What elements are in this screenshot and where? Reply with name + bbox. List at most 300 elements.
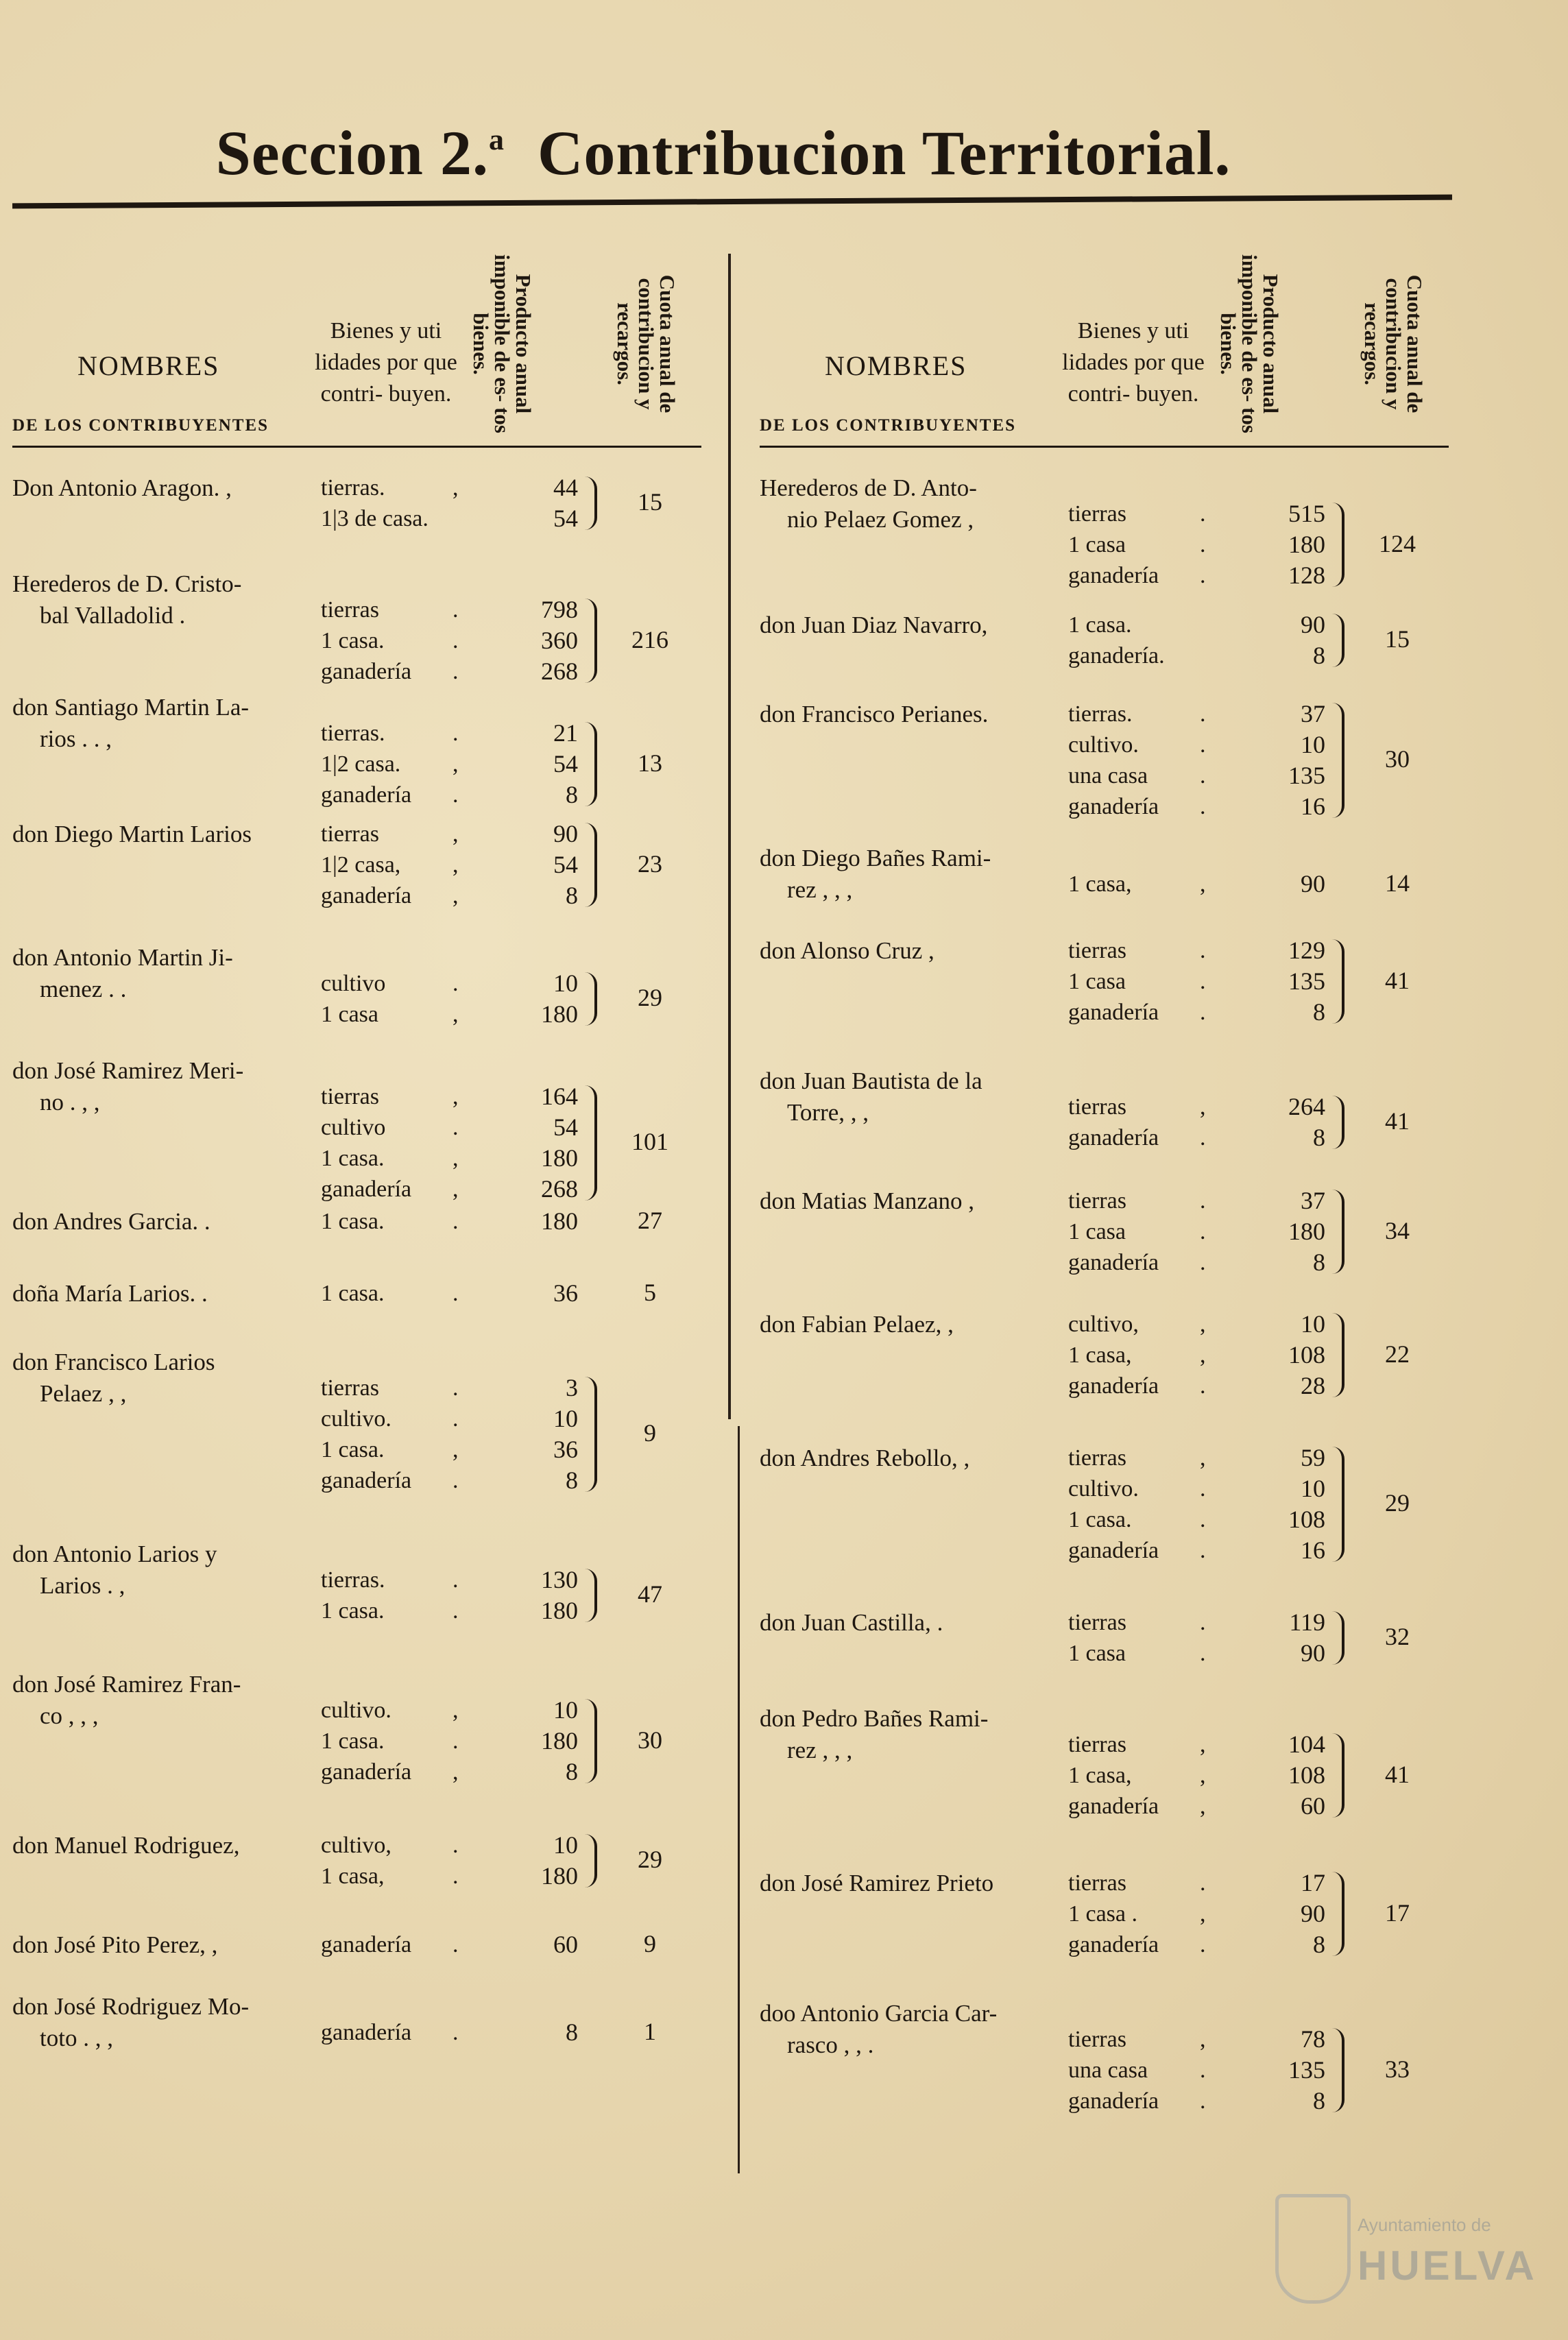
title-rule (12, 195, 1452, 209)
holding-type: tierras (1068, 2027, 1126, 2052)
holding-value: 10 (1301, 1310, 1325, 1338)
leader-mark: . (453, 1932, 459, 1957)
holding-type: cultivo. (321, 1698, 391, 1723)
annual-quota: 29 (638, 1846, 662, 1873)
holding-row (307, 1112, 581, 1143)
leader-mark: . (453, 1375, 459, 1401)
holding-value: 37 (1301, 700, 1325, 727)
holdings-list (1054, 1729, 1329, 1822)
holding-row (307, 1830, 581, 1861)
holding-row (307, 656, 581, 687)
holding-type: tierras. (1068, 701, 1133, 727)
holding-type: 1 casa. (321, 1209, 385, 1234)
annual-quota: 9 (644, 1929, 656, 1957)
holding-type: 1 casa (1068, 969, 1126, 994)
taxpayer-entry (12, 1206, 698, 1278)
taxpayer-entry (760, 1065, 1445, 1185)
holdings-list (307, 819, 581, 911)
holding-row (1054, 1091, 1329, 1122)
name-line: don Alonso Cruz , (760, 937, 934, 964)
taxpayer-entry (12, 942, 698, 1055)
taxpayer-entry (12, 1347, 698, 1539)
holding-value: 360 (541, 627, 578, 654)
holdings-list (1054, 498, 1329, 591)
holding-value: 180 (1288, 531, 1325, 558)
leader-mark: . (1200, 1188, 1206, 1214)
holding-type: 1 casa. (1068, 1507, 1132, 1532)
right-column (760, 237, 1445, 2114)
holding-type: ganadería (1068, 1373, 1159, 1399)
header-bienes-label: Bienes y uti lidades por que contri- buyen. (1062, 318, 1205, 407)
leader-mark: , (1200, 1732, 1206, 1757)
name-line: rios . . , (40, 725, 112, 752)
grouping-brace (1332, 503, 1344, 587)
name-line: don José Rodriguez Mo- (12, 1993, 250, 2020)
grouping-brace (585, 1377, 597, 1492)
holding-row (1054, 640, 1329, 671)
holding-type: ganadería (321, 2020, 412, 2045)
name-line: Torre, , , (787, 1099, 869, 1126)
holding-row (1054, 1638, 1329, 1669)
leader-mark: , (453, 852, 459, 878)
leader-mark: . (1200, 701, 1206, 727)
header-nombres (12, 237, 297, 446)
holdings-list (1054, 699, 1329, 822)
holding-type: 1 casa . (1068, 1901, 1138, 1927)
grouping-brace (1332, 1611, 1344, 1665)
taxpayer-name (12, 1830, 307, 1861)
leader-mark: , (453, 1177, 459, 1202)
holding-value: 164 (541, 1083, 578, 1110)
holdings-list (1054, 610, 1329, 671)
grouping-brace (1332, 703, 1344, 818)
holding-row (1054, 699, 1329, 729)
header-nombres (760, 237, 1044, 446)
leader-mark: . (1200, 1219, 1206, 1244)
holding-type: 1|3 de casa. (321, 506, 429, 531)
holding-row (1054, 1929, 1329, 1960)
section-subtitle: Contribucion Territorial. (537, 118, 1231, 188)
holding-type: 1 casa. (1068, 612, 1132, 638)
taxpayer-name (12, 1206, 307, 1238)
taxpayer-entry (760, 843, 1445, 935)
leader-mark: , (453, 751, 459, 777)
holding-type: ganadería (321, 659, 412, 684)
header-contribuyentes-label: DE LOS CONTRIBUYENTES (760, 416, 1017, 435)
holding-row (1054, 1371, 1329, 1401)
name-line: Don Antonio Aragon. , (12, 474, 232, 501)
leader-mark: . (1200, 501, 1206, 527)
holding-value: 78 (1301, 2025, 1325, 2053)
holding-row (1054, 1535, 1329, 1566)
annual-quota: 47 (638, 1580, 662, 1608)
grouping-brace (1332, 1733, 1344, 1818)
taxpayer-name (760, 472, 1054, 535)
holding-value: 135 (1288, 2056, 1325, 2084)
holdings-list (307, 1278, 581, 1309)
holding-value: 10 (553, 1831, 578, 1859)
leader-mark: , (1200, 1763, 1206, 1788)
holding-row (1054, 997, 1329, 1028)
taxpayer-entry (760, 699, 1445, 843)
holding-row (1054, 1607, 1329, 1638)
leader-mark: . (453, 782, 459, 808)
holding-row (307, 1081, 581, 1112)
annual-quota: 41 (1385, 1760, 1410, 1788)
holdings-list (307, 1206, 581, 1237)
holding-type: cultivo, (321, 1833, 391, 1858)
holding-row (307, 1565, 581, 1595)
holding-value: 8 (566, 1467, 578, 1494)
grouping-brace (585, 477, 597, 530)
leader-mark: . (453, 1598, 459, 1624)
leader-mark: . (1200, 1538, 1206, 1563)
holding-type: tierras (1068, 1610, 1126, 1635)
holding-value: 128 (1288, 562, 1325, 589)
holding-value: 36 (553, 1436, 578, 1463)
holding-value: 119 (1289, 1608, 1325, 1636)
holding-row (1054, 1309, 1329, 1340)
holding-type: ganadería. (1068, 643, 1165, 668)
holdings-list (1054, 1091, 1329, 1153)
holding-value: 8 (1313, 642, 1325, 669)
holding-row (1054, 935, 1329, 966)
holdings-list (1054, 2024, 1329, 2116)
taxpayer-name (12, 1347, 307, 1410)
leader-mark: . (453, 971, 459, 996)
holding-value: 21 (553, 719, 578, 747)
grouping-brace (585, 722, 597, 806)
holding-row (307, 472, 581, 503)
annual-quota: 101 (631, 1128, 668, 1155)
name-line: don Juan Bautista de la (760, 1068, 982, 1094)
holdings-list (307, 1695, 581, 1787)
holding-value: 10 (1301, 731, 1325, 758)
holding-type: tierras (1068, 1094, 1126, 1120)
header-nombres-label: NOMBRES (825, 350, 967, 381)
holding-type: ganadería (1068, 1794, 1159, 1819)
holding-value: 180 (541, 1597, 578, 1624)
taxpayer-name (760, 1185, 1054, 1217)
holding-value: 180 (541, 1727, 578, 1754)
taxpayer-entry (12, 1830, 698, 1929)
taxpayer-name (760, 1443, 1054, 1474)
name-line: don José Ramirez Prieto (760, 1870, 994, 1896)
leader-mark: . (1200, 1507, 1206, 1532)
holding-type: tierras. (321, 1567, 385, 1593)
holding-row (1054, 610, 1329, 640)
holding-value: 54 (553, 750, 578, 777)
leader-mark: . (453, 659, 459, 684)
watermark-label: Ayuntamiento de (1358, 2215, 1491, 2235)
name-line: don Manuel Rodriguez, (12, 1832, 240, 1859)
holding-row (1054, 869, 1329, 900)
leader-mark: . (453, 1567, 459, 1593)
holding-value: 3 (566, 1374, 578, 1401)
holding-row (1054, 529, 1329, 560)
taxpayer-entry (760, 610, 1445, 699)
holding-type: 1|2 casa. (321, 751, 401, 777)
grouping-brace (585, 972, 597, 1026)
name-line: don Diego Bañes Rami- (760, 845, 991, 871)
name-line: rasco , , . (787, 2031, 874, 2058)
holding-value: 180 (541, 1144, 578, 1172)
name-line: bal Valladolid . (40, 602, 186, 629)
holding-type: cultivo. (1068, 1476, 1139, 1501)
name-line: don José Ramirez Fran- (12, 1671, 241, 1698)
name-line: menez . . (40, 976, 127, 1002)
leader-mark: . (1200, 2058, 1206, 2083)
holding-row (307, 880, 581, 911)
holding-type: 1 casa. (321, 1437, 385, 1462)
holding-row (1054, 1898, 1329, 1929)
holdings-list (307, 718, 581, 810)
holdings-list (307, 1081, 581, 1205)
holding-type: ganadería (1068, 2088, 1159, 2114)
holding-value: 8 (566, 882, 578, 909)
holding-value: 90 (1301, 1639, 1325, 1667)
taxpayer-name (760, 610, 1054, 641)
taxpayer-name (760, 1703, 1054, 1766)
name-line: don Diego Martin Larios (12, 821, 252, 847)
archive-watermark (1275, 2194, 1537, 2317)
holding-row (1054, 1504, 1329, 1535)
coat-of-arms-icon (1275, 2194, 1351, 2304)
annual-quota: 124 (1379, 529, 1416, 557)
leader-mark: . (453, 1281, 459, 1306)
holding-type: cultivo (321, 1115, 386, 1140)
leader-mark: , (1200, 1794, 1206, 1819)
holding-type: tierras (321, 821, 379, 847)
holding-type: 1 casa (1068, 532, 1126, 557)
column-divider (728, 254, 731, 1419)
leader-mark: . (1200, 969, 1206, 994)
leader-mark: . (453, 628, 459, 653)
holdings-list (1054, 935, 1329, 1028)
holding-type: 1 casa. (321, 1281, 385, 1306)
taxpayer-entry (760, 935, 1445, 1065)
holding-row (307, 1143, 581, 1174)
holding-row (307, 1434, 581, 1465)
holding-value: 108 (1288, 1761, 1325, 1789)
name-line: don Antonio Martin Ji- (12, 944, 233, 971)
holding-row (307, 1403, 581, 1434)
header-producto (468, 237, 568, 448)
taxpayer-name (760, 935, 1054, 967)
taxpayer-name (760, 699, 1054, 730)
watermark-city: HUELVA (1358, 2243, 1537, 2289)
taxpayer-name (12, 692, 307, 755)
name-line: don Andres Rebollo, , (760, 1445, 970, 1471)
grouping-brace (1332, 1313, 1344, 1397)
header-producto (1216, 237, 1315, 448)
holding-value: 180 (541, 1862, 578, 1890)
holding-type: tierras (1068, 1732, 1126, 1757)
holding-value: 10 (553, 1405, 578, 1432)
taxpayer-name (760, 843, 1054, 906)
taxpayer-entry (760, 1868, 1445, 1998)
name-line: doo Antonio Garcia Car- (760, 2000, 998, 2027)
annual-quota: 33 (1385, 2055, 1410, 2083)
holdings-list (1054, 869, 1329, 900)
column-header (760, 237, 1445, 448)
leader-mark: . (1200, 1476, 1206, 1501)
leader-mark: , (453, 1002, 459, 1027)
leader-mark: , (1200, 1901, 1206, 1927)
holding-value: 129 (1288, 937, 1325, 964)
header-cuota-label: Cuota anual de contribucion y recargos. (1360, 274, 1427, 413)
leader-mark: , (453, 883, 459, 908)
grouping-brace (585, 1085, 597, 1201)
leader-mark: . (1200, 1610, 1206, 1635)
holding-type: tierras (1068, 1870, 1126, 1896)
annual-quota: 15 (1385, 625, 1410, 653)
holding-type: 1 casa, (1068, 1342, 1132, 1368)
leader-mark: . (1200, 1000, 1206, 1025)
grouping-brace (585, 1699, 597, 1783)
name-line: no . , , (40, 1089, 100, 1115)
holding-value: 8 (1313, 1931, 1325, 1958)
holding-value: 54 (553, 1113, 578, 1141)
leader-mark: . (453, 1863, 459, 1889)
annual-quota: 32 (1385, 1623, 1410, 1650)
header-producto-label: Producto anual imponible de es- tos bienes. (1216, 254, 1283, 433)
holding-value: 8 (1313, 998, 1325, 1026)
holding-type: una casa (1068, 2058, 1148, 2083)
name-line: doña María Larios. . (12, 1280, 208, 1307)
holding-row (307, 1726, 581, 1757)
header-contribuyentes-label: DE LOS CONTRIBUYENTES (12, 416, 269, 435)
annual-quota: 41 (1385, 966, 1410, 994)
holdings-list (307, 968, 581, 1030)
taxpayer-name (12, 819, 307, 850)
name-line: rez , , , (787, 876, 853, 903)
column-header (12, 237, 698, 448)
holding-value: 8 (566, 2018, 578, 2046)
page-title (0, 117, 1447, 189)
holding-type: ganadería (321, 1177, 412, 1202)
holding-row (1054, 2024, 1329, 2055)
annual-quota: 9 (644, 1419, 656, 1447)
taxpayer-name (12, 942, 307, 1005)
holding-type: 1 casa. (321, 1146, 385, 1171)
holding-type: 1 casa (1068, 1219, 1126, 1244)
holding-value: 8 (1313, 1124, 1325, 1151)
holding-row (307, 1595, 581, 1626)
holding-row (307, 999, 581, 1030)
holding-value: 798 (541, 596, 578, 623)
leader-mark: . (1200, 732, 1206, 758)
grouping-brace (1332, 1447, 1344, 1562)
holding-value: 180 (541, 1207, 578, 1235)
taxpayer-entry (760, 1998, 1445, 2135)
leader-mark: . (453, 721, 459, 746)
holding-row (307, 718, 581, 749)
holding-value: 8 (566, 781, 578, 808)
holding-type: 1 casa (321, 1002, 379, 1027)
header-producto-label: Producto anual imponible de es- tos bienes. (469, 254, 535, 433)
grouping-brace (585, 1834, 597, 1887)
holdings-list (307, 1565, 581, 1626)
leader-mark: . (1200, 1870, 1206, 1896)
holding-value: 264 (1288, 1093, 1325, 1120)
leader-mark: . (453, 1728, 459, 1754)
taxpayer-name (12, 1929, 307, 1961)
holding-row (307, 1465, 581, 1496)
taxpayer-entry (760, 472, 1445, 610)
holding-value: 54 (553, 851, 578, 878)
holding-type: ganadería (1068, 1932, 1159, 1957)
holding-value: 135 (1288, 967, 1325, 995)
annual-quota: 13 (638, 749, 662, 777)
taxpayer-entry (760, 1703, 1445, 1868)
holding-value: 90 (1301, 611, 1325, 638)
taxpayer-name (760, 1607, 1054, 1639)
holding-value: 16 (1301, 793, 1325, 820)
grouping-brace (585, 823, 597, 907)
holding-row (307, 2017, 581, 2048)
holding-row (1054, 791, 1329, 822)
name-line: don José Ramirez Meri- (12, 1057, 244, 1084)
holding-value: 135 (1288, 762, 1325, 789)
name-line: don Juan Diaz Navarro, (760, 612, 988, 638)
holding-type: ganadería (1068, 794, 1159, 819)
holding-value: 108 (1288, 1506, 1325, 1533)
name-line: rez , , , (787, 1737, 853, 1763)
holding-type: cultivo, (1068, 1312, 1139, 1337)
taxpayer-name (760, 1065, 1054, 1129)
annual-quota: 34 (1385, 1216, 1410, 1244)
left-column (12, 237, 698, 2051)
holding-value: 90 (1301, 870, 1325, 897)
annual-quota: 5 (644, 1278, 656, 1306)
holding-row (1054, 1473, 1329, 1504)
name-line: Herederos de D. Anto- (760, 474, 977, 501)
holding-type: tierras (321, 1084, 379, 1109)
holding-row (1054, 1868, 1329, 1898)
header-bienes-label: Bienes y uti lidades por que contri- buyen. (315, 318, 457, 407)
holding-type: 1|2 casa, (321, 852, 401, 878)
holding-row (307, 849, 581, 880)
name-line: don José Pito Perez, , (12, 1931, 218, 1958)
holding-row (307, 1373, 581, 1403)
holding-type: una casa (1068, 763, 1148, 788)
holdings-list (307, 1929, 581, 1960)
taxpayer-entry (12, 1929, 698, 1991)
name-line: don Francisco Perianes. (760, 701, 989, 727)
holding-row (1054, 1729, 1329, 1760)
annual-quota: 22 (1385, 1340, 1410, 1368)
name-line: don Pedro Bañes Rami- (760, 1705, 989, 1732)
taxpayer-name (12, 1669, 307, 1732)
taxpayer-entry (760, 1443, 1445, 1607)
holding-row (307, 749, 581, 780)
holding-type: 1 casa (1068, 1641, 1126, 1666)
holding-type: tierras (1068, 1188, 1126, 1214)
holdings-list (1054, 1868, 1329, 1960)
grouping-brace (585, 599, 597, 683)
taxpayer-name (12, 1539, 307, 1602)
grouping-brace (1332, 614, 1344, 667)
holding-type: tierras (1068, 1445, 1126, 1471)
holding-row (1054, 2086, 1329, 2116)
holding-row (1054, 729, 1329, 760)
holding-value: 268 (541, 658, 578, 685)
taxpayer-name (12, 472, 307, 504)
leader-mark: . (1200, 532, 1206, 557)
holding-value: 90 (553, 820, 578, 847)
holding-row (307, 625, 581, 656)
